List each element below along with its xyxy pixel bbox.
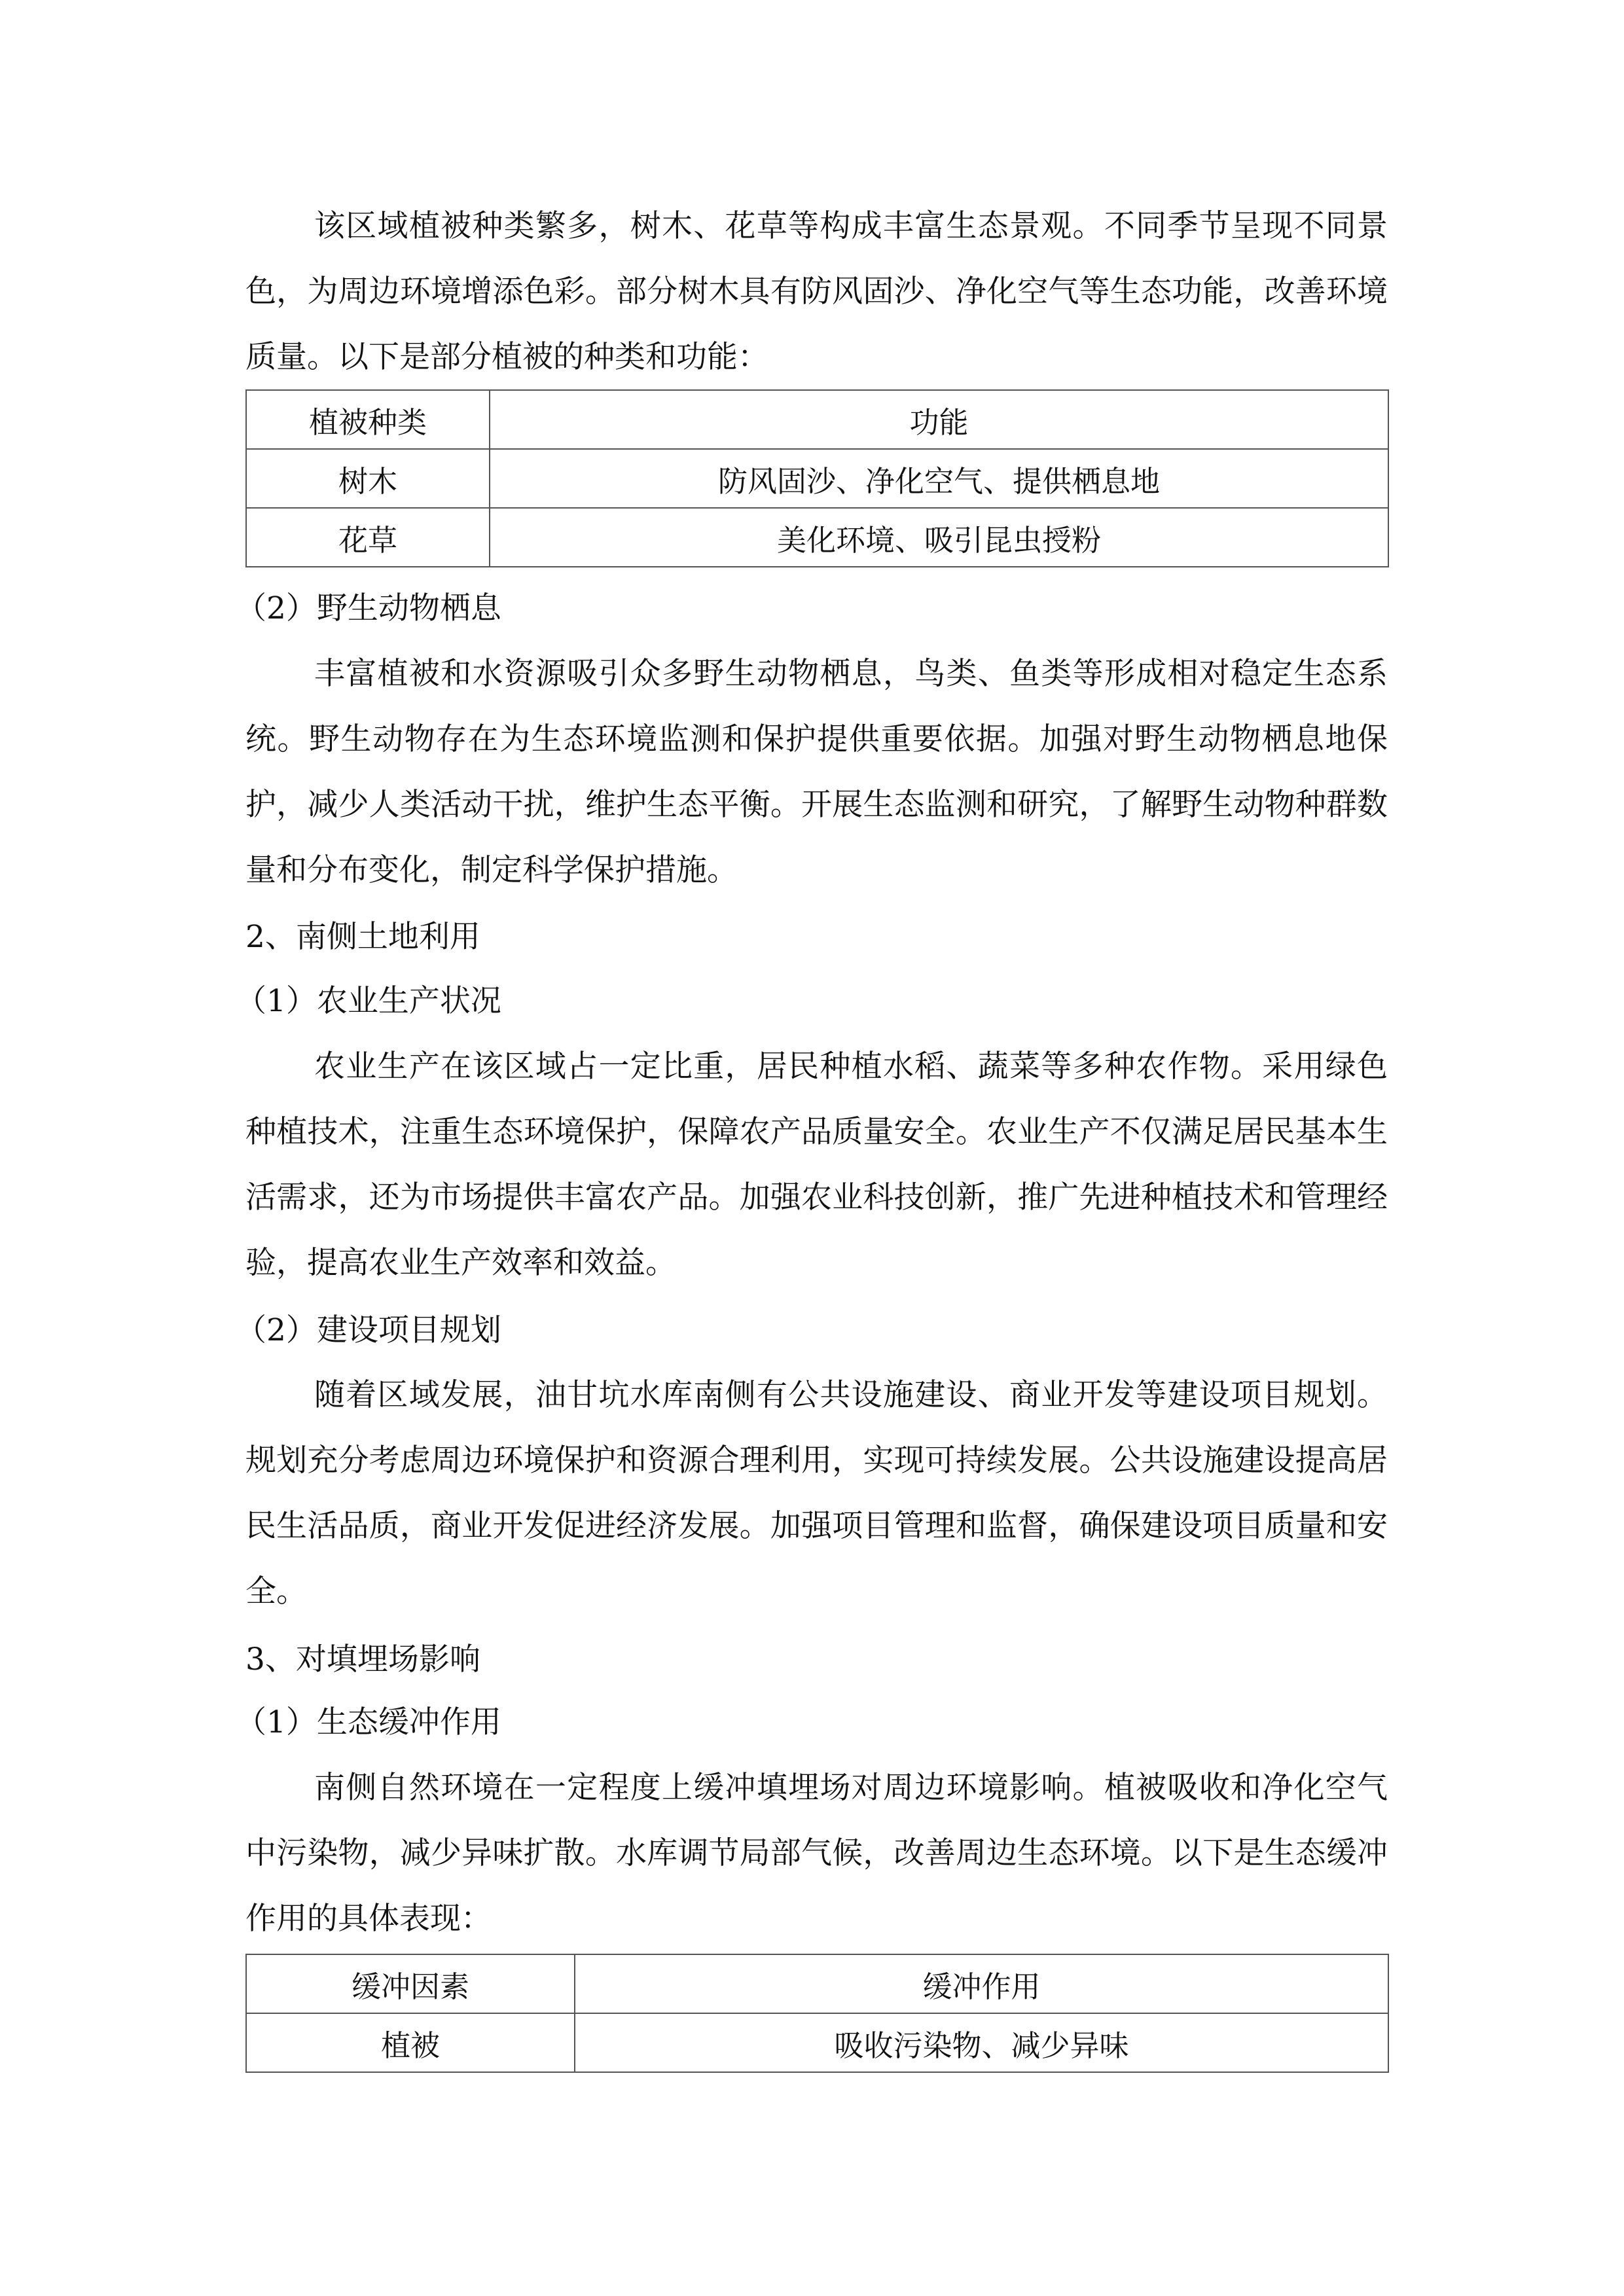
paragraph-ecological-buffer: 南侧自然环境在一定程度上缓冲填埋场对周边环境影响。植被吸收和净化空气中污染物，减少异味扩散。水库调节局部气候，改善周边生态环境。以下是生态缓冲作用的具体表现：	[245, 1770, 1388, 1937]
table-cell: 吸收污染物、减少异味	[575, 2013, 1388, 2072]
table-header-cell: 功能	[490, 390, 1388, 449]
paragraph-project-planning: 随着区域发展，油甘坑水库南侧有公共设施建设、商业开发等建设项目规划。规划充分考虑周边环境保护和资源合理利用，实现可持续发展。公共设施建设提高居民生活品质，商业开发促进经济发展。加强项目管理和监督，确保建设项目质量和安全。	[245, 1377, 1388, 1609]
table-header-cell: 缓冲作用	[575, 1954, 1388, 2013]
paragraph-wildlife: 丰富植被和水资源吸引众多野生动物栖息，鸟类、鱼类等形成相对稳定生态系统。野生动物存在为生态环境监测和保护提供重要依据。加强对野生动物栖息地保护，减少人类活动干扰，维护生态平衡。开展生态监测和研究，了解野生动物种群数量和分布变化，制定科学保护措施。	[245, 656, 1388, 888]
vegetation-table	[245, 389, 1389, 567]
paragraph-agriculture: 农业生产在该区域占一定比重，居民种植水稻、蔬菜等多种农作物。采用绿色种植技术，注重生态环境保护，保障农产品质量安全。农业生产不仅满足居民基本生活需求，还为市场提供丰富农产品。加强农业科技创新，推广先进种植技术和管理经验，提高农业生产效率和效益。	[245, 1049, 1388, 1281]
table-cell: 植被	[246, 2013, 575, 2072]
table-cell: 防风固沙、净化空气、提供栖息地	[490, 449, 1388, 508]
table-row	[246, 449, 1388, 508]
table-header-row	[246, 1954, 1388, 2013]
heading-agriculture: （1）农业生产状况	[236, 983, 501, 1019]
heading-project-planning: （2）建设项目规划	[236, 1312, 501, 1348]
table-header-row	[246, 390, 1388, 449]
table-cell: 美化环境、吸引昆虫授粉	[490, 508, 1388, 567]
table-cell: 树木	[246, 449, 490, 508]
table-row	[246, 2013, 1388, 2072]
heading-ecological-buffer: （1）生态缓冲作用	[236, 1704, 501, 1740]
table-header-cell: 缓冲因素	[246, 1954, 575, 2013]
table-cell: 花草	[246, 508, 490, 567]
table-header-cell: 植被种类	[246, 390, 490, 449]
buffer-table	[245, 1954, 1389, 2073]
heading-south-land-use: 2、南侧土地利用	[245, 919, 480, 955]
paragraph-vegetation-intro: 该区域植被种类繁多，树木、花草等构成丰富生态景观。不同季节呈现不同景色，为周边环境增添色彩。部分树木具有防风固沙、净化空气等生态功能，改善环境质量。以下是部分植被的种类和功能：	[245, 208, 1388, 375]
table-row	[246, 508, 1388, 567]
heading-wildlife: （2）野生动物栖息	[236, 590, 501, 626]
heading-landfill-impact: 3、对填埋场影响	[245, 1641, 480, 1677]
